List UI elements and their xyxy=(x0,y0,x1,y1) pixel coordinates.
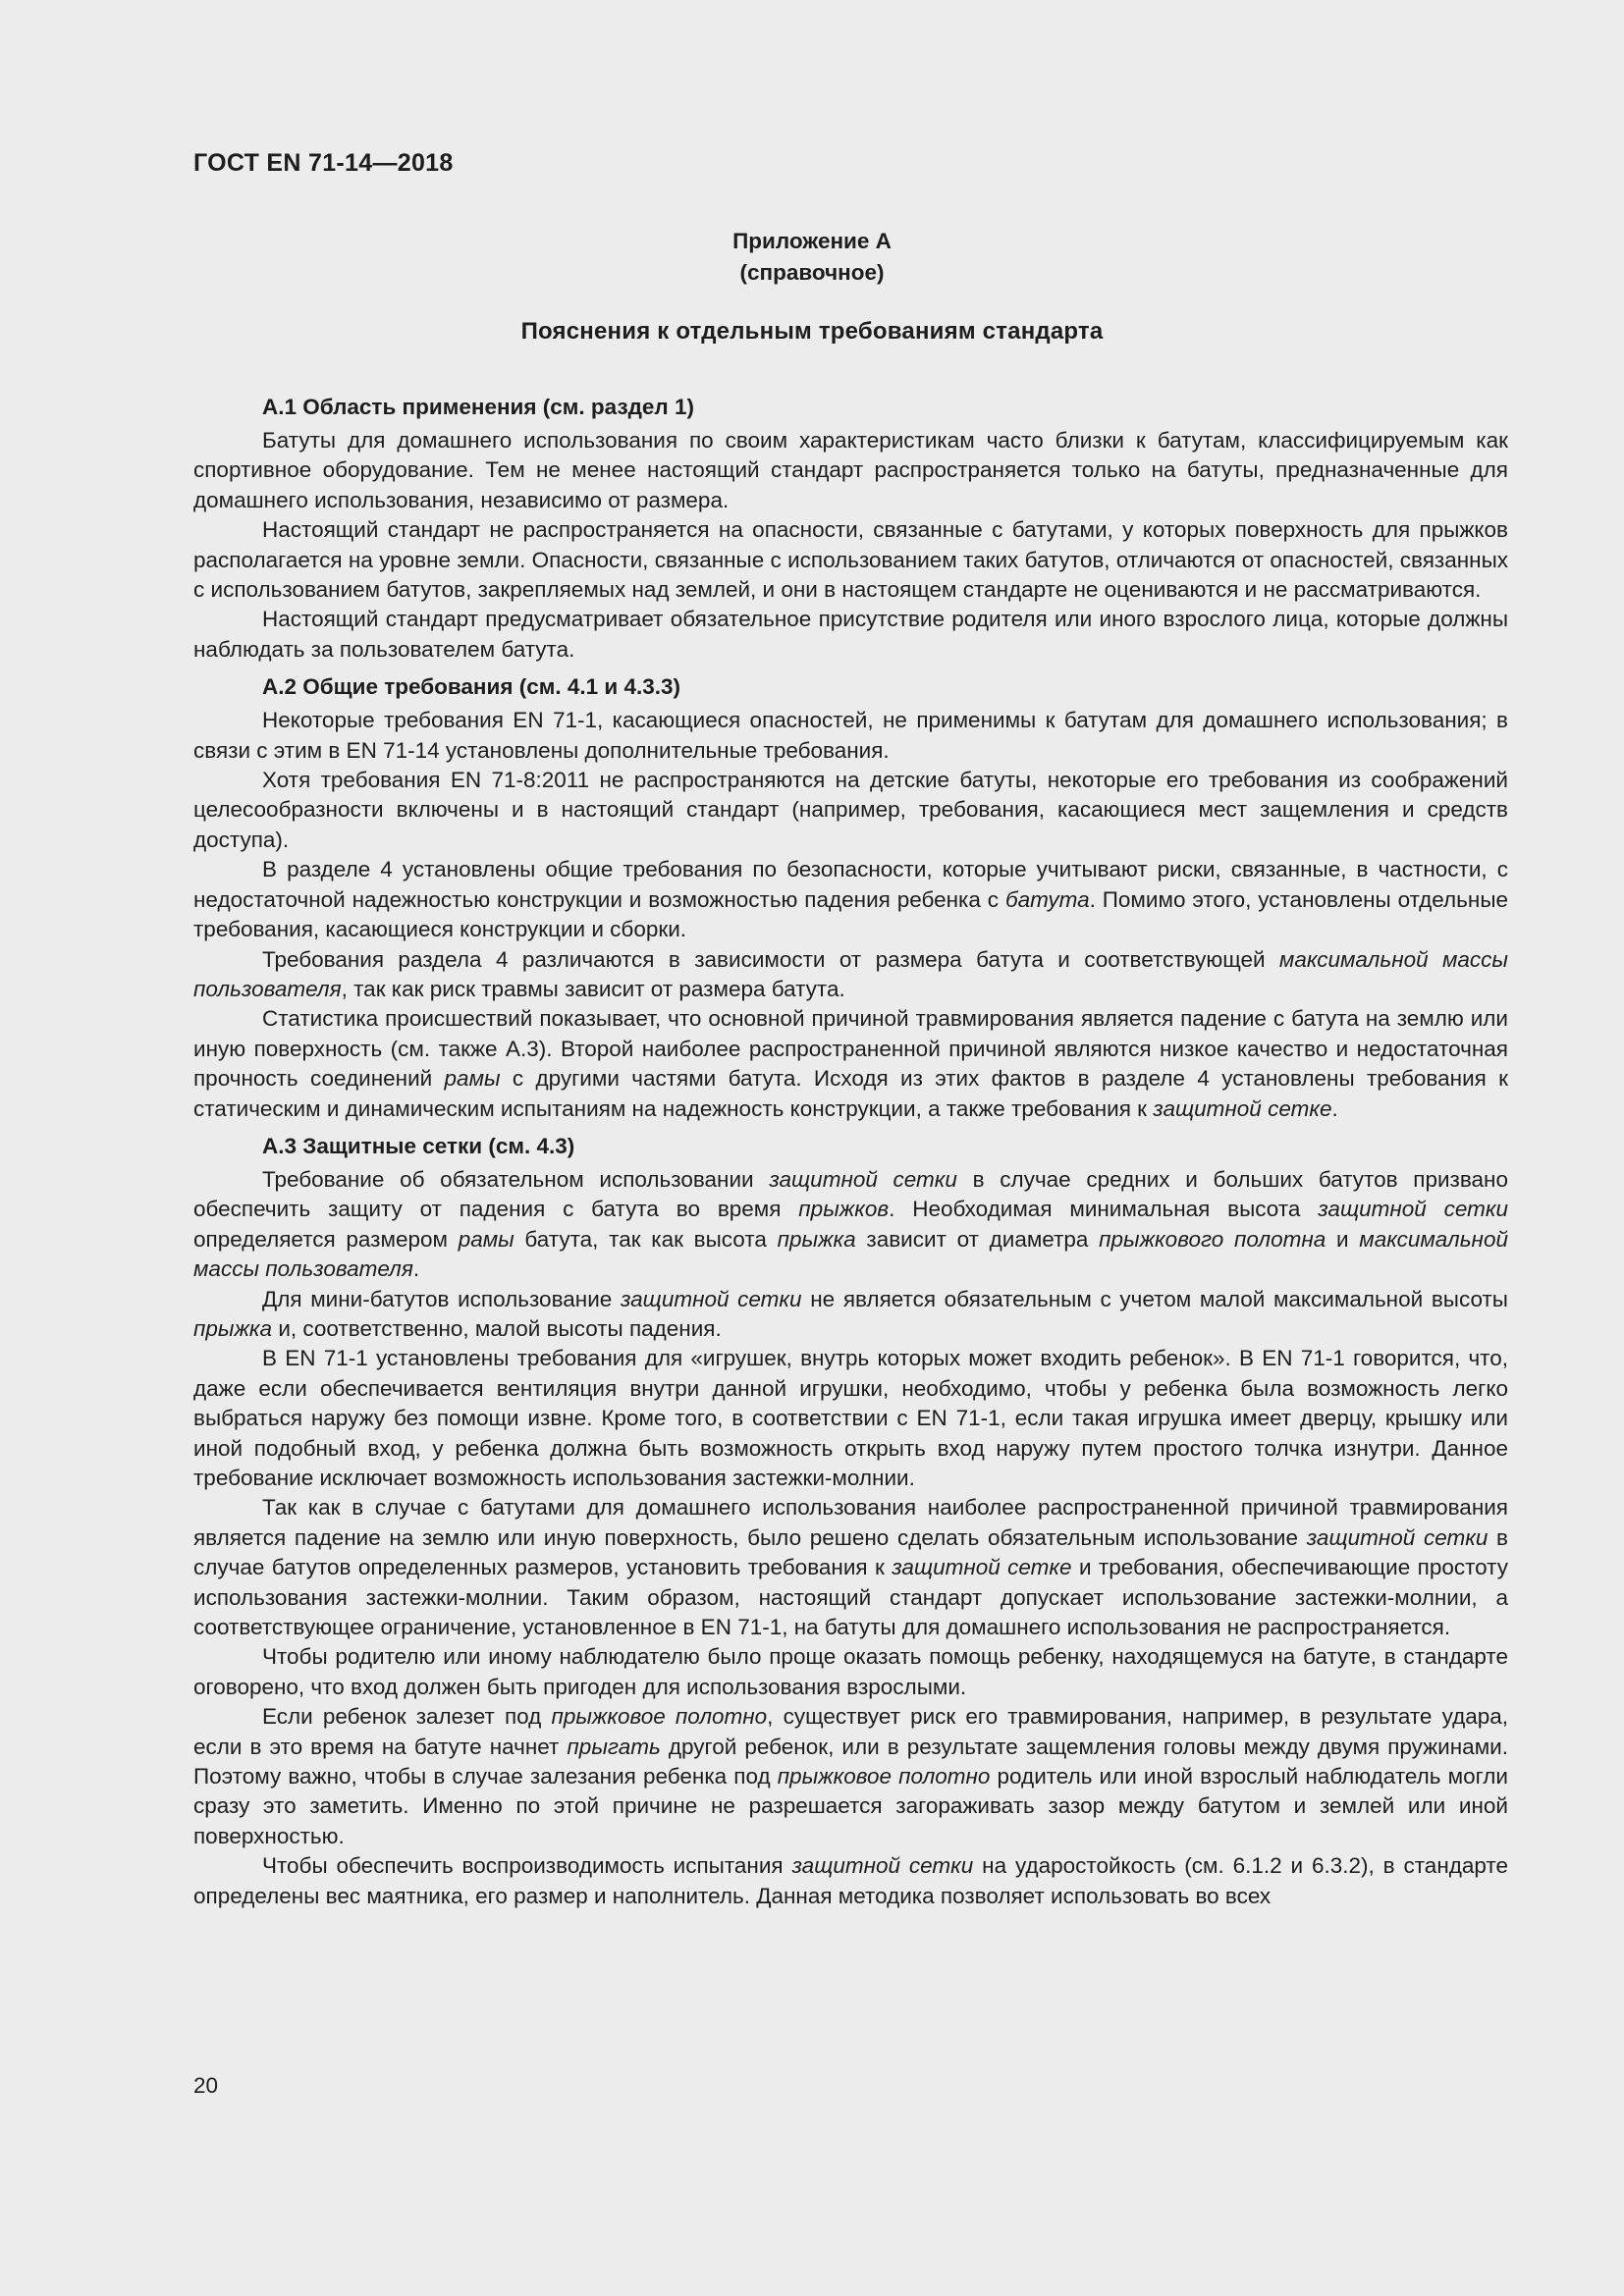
text-run: В разделе 4 установлены общие требования по безопасности, которые учитывают риски, связанные, в частности, с недостаточной надежностью конструкции и возможностью падения ребенка с xyxy=(193,857,1508,912)
term-italic: защитной сетки xyxy=(620,1286,802,1311)
paragraph xyxy=(193,945,1508,1005)
paragraph xyxy=(193,1165,1508,1285)
term-italic: защитной сетки xyxy=(769,1166,957,1192)
text-run: Требования раздела 4 различаются в зависимости от размера батута и соответствующей xyxy=(262,946,1279,972)
paragraph: Батуты для домашнего использования по своим характеристикам часто близки к батутам, классифицируемым как спортивное оборудование. Тем не менее настоящий стандарт распространяется только на батуты, предназначенные для домашнего использования, независимо от размера. xyxy=(193,428,1508,512)
text-run: и, соответственно, малой высоты падения. xyxy=(272,1315,722,1341)
term-italic: прыжковое полотно xyxy=(551,1704,768,1730)
term-italic: прыжка xyxy=(193,1315,273,1341)
term-italic: прыжковое полотно xyxy=(777,1764,991,1789)
paragraph: Настоящий стандарт не распространяется на опасности, связанные с батутами, у которых поверхность для прыжков располагается на уровне земли. Опасности, связанные с использованием таких батутов, отличаются от опасностей, связанных с использованием батутов, закрепляемых над землей, и они в настоящем стандарте не оцениваются и не рассматриваются. xyxy=(193,517,1508,603)
term-italic: прыжков xyxy=(798,1197,890,1222)
text-run: Статистика происшествий показывает, что основной причиной травмирования является падение с батута на землю или иную поверхность (см. также А.3). Второй наиболее распространенной причиной являются низкое качество и недостаточная прочность соединений xyxy=(193,1006,1508,1092)
document-body xyxy=(193,392,1508,1911)
text-run: в случае средних и больших батутов призвано обеспечить защиту от падения с батута во время xyxy=(193,1166,1508,1222)
paragraph: В EN 71-1 установлены требования для «игрушек, внутрь которых может входить ребенок». В EN 71-1 говорится, что, даже если обеспечивается вентиляция внутри данной игрушки, необходимо, чтобы у ребенка была возможность легко выбраться наружу без помощи извне. Кроме того, в соответствии с EN 71-1, если такая игрушка имеет дверцу, крышку или иной подобный вход, у ребенка должна быть возможность открыть вход наружу путем простого толчка изнутри. Данное требование исключает возможность использования застежки-молнии. xyxy=(193,1346,1508,1490)
text-run: родитель или иной взрослый наблюдатель могли сразу это заметить. Именно по этой причине не разрешается загораживать зазор между батутом и землей или иной поверхностью. xyxy=(193,1764,1508,1848)
paragraph xyxy=(193,1285,1508,1345)
text-run: батута, так как высота xyxy=(514,1226,778,1252)
paragraph xyxy=(193,1702,1508,1851)
text-run: на ударостойкость (см. 6.1.2 и 6.3.2), в стандарте определены вес маятника, его размер и наполнитель. Данная методика позволяет использовать во всех xyxy=(193,1853,1508,1908)
term-italic: прыжкового полотна xyxy=(1099,1226,1326,1252)
text-run: и xyxy=(1326,1226,1360,1252)
term-italic: максимальной массы пользователя xyxy=(193,1226,1508,1282)
text-run: определяется размером xyxy=(193,1226,459,1252)
term-italic: защитной сетки xyxy=(791,1853,974,1879)
text-run: , существует риск его травмирования, например, в результате удара, если в это время на батуте начнет xyxy=(193,1704,1508,1759)
annex-type: (справочное) xyxy=(739,260,885,285)
annex-label-block xyxy=(0,226,1624,289)
term-italic: прыжка xyxy=(777,1226,856,1252)
paragraph: Настоящий стандарт предусматривает обязательное присутствие родителя или иного взрослого лица, которые должны наблюдать за пользователем батута. xyxy=(193,607,1508,662)
paragraph xyxy=(193,1493,1508,1642)
section-heading-a1: А.1 Область применения (см. раздел 1) xyxy=(262,395,694,419)
text-run: . Необходимая минимальная высота xyxy=(889,1197,1319,1222)
text-run: не является обязательным с учетом малой максимальной высоты xyxy=(801,1286,1508,1311)
term-italic: защитной сетки xyxy=(1318,1197,1508,1222)
document-header: ГОСТ EN 71-14—2018 xyxy=(193,149,454,177)
page-number: 20 xyxy=(193,2073,219,2098)
paragraph: Некоторые требования EN 71-1, касающиеся опасностей, не применимы к батутам для домашнего использования; в связи с этим в EN 71-14 установлены дополнительные требования. xyxy=(193,708,1508,763)
text-run: . xyxy=(1331,1095,1338,1121)
term-italic: рамы xyxy=(458,1226,514,1252)
term-italic: защитной сетке xyxy=(1153,1095,1332,1121)
text-run: в случае батутов определенных размеров, установить требования к xyxy=(193,1524,1508,1580)
text-run: Чтобы обеспечить воспроизводимость испытания xyxy=(262,1853,792,1879)
term-italic: батута xyxy=(1004,886,1090,912)
term-italic: максимальной массы пользователя xyxy=(193,946,1508,1001)
text-run: с другими частями батута. Исходя из этих фактов в разделе 4 установлены требования к статическим и динамическим испытаниям на надежность конструкции, а также требования к xyxy=(193,1066,1508,1121)
text-run: зависит от диаметра xyxy=(855,1226,1100,1252)
term-italic: прыгать xyxy=(567,1734,661,1759)
paragraph xyxy=(193,1851,1508,1911)
paragraph xyxy=(193,1004,1508,1124)
paragraph xyxy=(193,855,1508,944)
text-run: Для мини-батутов использование xyxy=(262,1286,621,1311)
paragraph: Хотя требования EN 71-8:2011 не распространяются на детские батуты, некоторые его требования из соображений целесообразности включены и в настоящий стандарт (например, требования, касающиеся мест защемления и средств доступа). xyxy=(193,768,1508,852)
paragraph: Чтобы родителю или иному наблюдателю было проще оказать помощь ребенку, находящемуся на батуте, в стандарте оговорено, что вход должен быть пригоден для использования взрослыми. xyxy=(193,1644,1508,1699)
term-italic: защитной сетке xyxy=(892,1555,1072,1580)
text-run: и требования, обеспечивающие простоту использования застежки-молнии. Таким образом, настоящий стандарт допускает использование застежки-молнии, а соответствующее ограничение, установленное в EN 71-1, на батуты для домашнего использования не распространяется. xyxy=(193,1555,1508,1640)
term-italic: защитной сетки xyxy=(1306,1524,1489,1550)
section-heading-a2: А.2 Общие требования (см. 4.1 и 4.3.3) xyxy=(262,674,681,700)
term-italic: рамы xyxy=(444,1066,501,1092)
text-run: . Помимо этого, установлены отдельные требования, касающиеся конструкции и сборки. xyxy=(193,886,1509,942)
text-run: Если ребенок залезет под xyxy=(262,1704,552,1730)
annex-title: Пояснения к отдельным требованиям стандарта xyxy=(520,318,1104,345)
text-run: . xyxy=(412,1256,420,1282)
annex-label: Приложение А xyxy=(732,229,892,253)
text-run: , так как риск травмы зависит от размера батута. xyxy=(341,976,845,1001)
text-run: Требование об обязательном использовании xyxy=(262,1166,770,1192)
text-run: другой ребенок, или в результате защемления головы между двумя пружинами. Поэтому важно, чтобы в случае залезания ребенка под xyxy=(193,1734,1508,1789)
section-heading-a3: А.3 Защитные сетки (см. 4.3) xyxy=(262,1133,575,1158)
text-run: Так как в случае с батутами для домашнего использования наиболее распространенной причиной травмирования является падение на землю или иную поверхность, было решено сделать обязательным использование xyxy=(193,1495,1508,1550)
